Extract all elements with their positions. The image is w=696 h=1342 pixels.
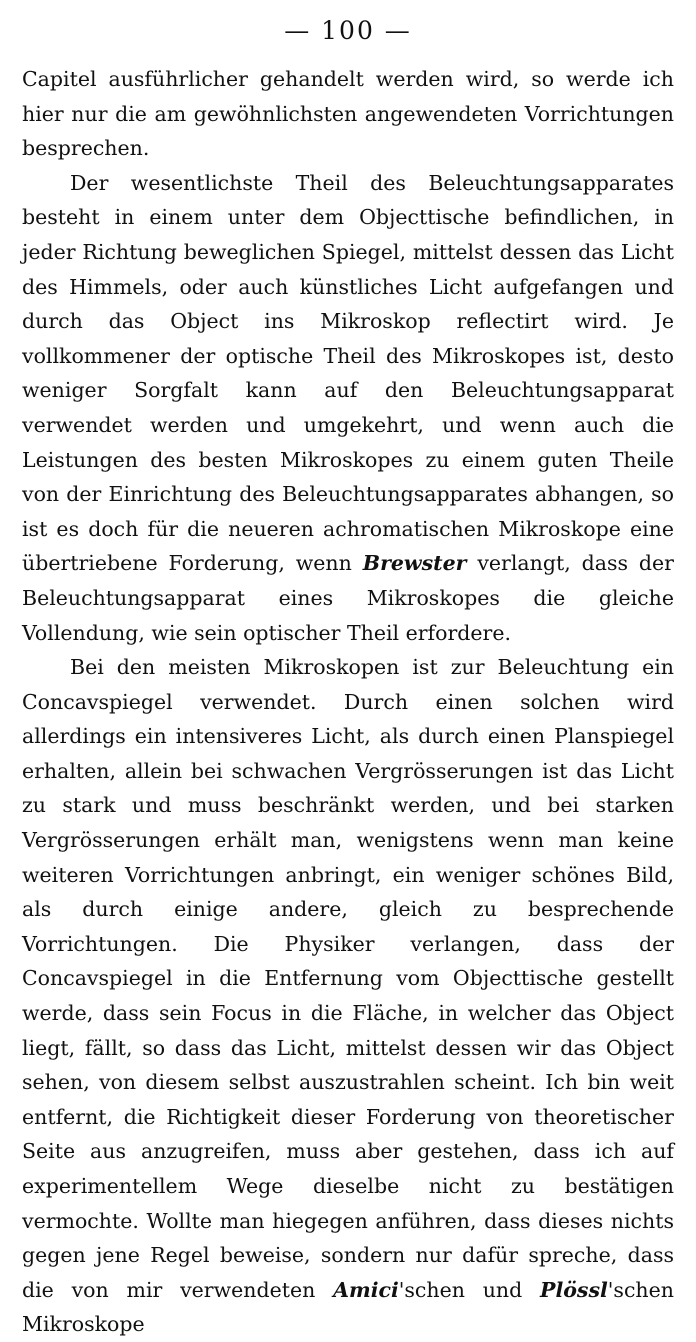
paragraph-2-text-1: Der wesentlichste Theil des Beleuchtungsapparates besteht in einem unter dem Objecttische befindlichen, in jeder Richtung beweglichen Spiegel, mittelst dessen das Licht des Himmels, oder auch künstliches Licht aufgefangen und durch das Object ins Mikroskop reflectirt wird. Je vollkommener der optische Theil des Mikroskopes ist, desto weniger Sorgfalt kann auf den Beleuchtungsapparat verwendet werden und umgekehrt, und wenn auch die Leistungen des besten Mikroskopes zu einem guten Theile von der Einrichtung des Beleuchtungsapparates abhangen, so ist es doch für die neueren achromatischen Mikroskope eine übertriebene Forderung, wenn	[22, 170, 674, 576]
paragraph-2	[22, 166, 674, 650]
paragraph-1-text: Capitel ausführlicher gehandelt werden wird, so werde ich hier nur die am gewöhnlichsten angewendeten Vorrichtungen besprechen.	[22, 67, 674, 161]
paragraph-3	[22, 650, 674, 1342]
author-name-amici: Amici	[333, 1277, 399, 1302]
paragraph-3-text-2: 'schen und	[398, 1277, 541, 1302]
author-name-brewster: Brewster	[362, 551, 467, 576]
paragraph-3-text-3: 'schen Mikroskope	[22, 1277, 674, 1337]
paragraph-1	[22, 62, 674, 166]
page-number: — 100 —	[284, 16, 412, 45]
paragraph-2-text-2: verlangt, dass der Beleuchtungsapparat eines Mikroskopes die gleiche Vollendung, wie sein optischer Theil erfordere.	[22, 551, 674, 645]
paragraph-3-text-1: Bei den meisten Mikroskopen ist zur Beleuchtung ein Concavspiegel verwendet. Durch einen solchen wird allerdings ein intensiveres Licht, als durch einen Planspiegel erhalten, allein bei schwachen Vergrösserungen ist das Licht zu stark und muss beschränkt werden, und bei starken Vergrösserungen erhält man, wenigstens wenn man keine weiteren Vorrichtungen anbringt, ein weniger schönes Bild, als durch einige andere, gleich zu besprechende Vorrichtungen. Die Physiker verlangen, dass der Concavspiegel in die Entfernung vom Objecttische gestellt werde, dass sein Focus in die Fläche, in welcher das Object liegt, fällt, so dass das Licht, mittelst dessen wir das Object sehen, von diesem selbst auszustrahlen scheint. Ich bin weit entfernt, die Richtigkeit dieser Forderung von theoretischer Seite aus anzugreifen, muss aber gestehen, dass ich auf experimentellem Wege dieselbe nicht zu bestätigen vermochte. Wollte man hiegegen anführen, dass dieses nichts gegen jene Regel beweise, sondern nur dafür spreche, dass die von mir verwendeten	[22, 655, 674, 1302]
body-text	[22, 62, 674, 1342]
author-name-ploessl: Plössl	[540, 1277, 608, 1302]
